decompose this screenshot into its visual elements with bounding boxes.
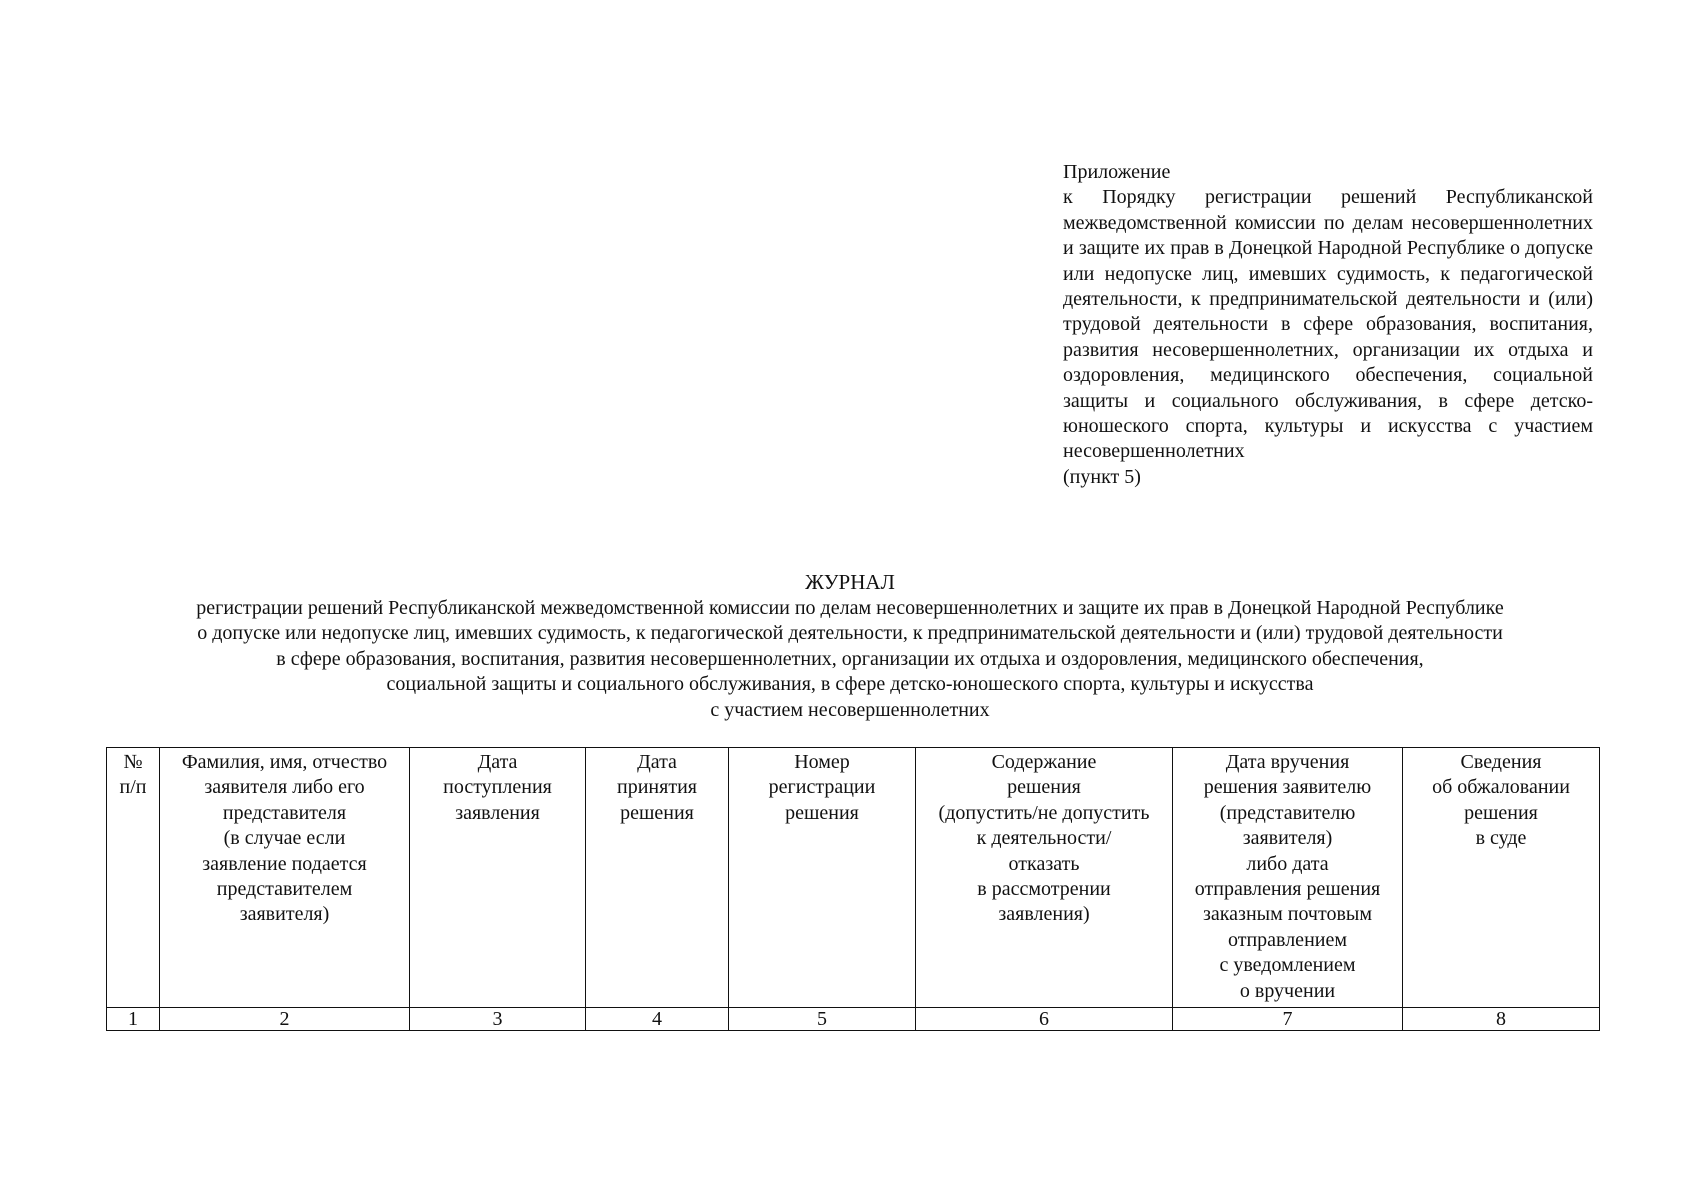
- table-header-row: [107, 748, 1600, 1008]
- journal-heading: [90, 570, 1610, 723]
- journal-subtitle-line: социальной защиты и социального обслуживания, в сфере детско-юношеского спорта, культуры и искусства: [386, 673, 1314, 695]
- journal-subtitle-line: регистрации решений Республиканской межведомственной комиссии по делам несовершеннолетних и защите их прав в Донецкой Народной Республике: [196, 596, 1504, 619]
- column-number-cell: 3: [410, 1008, 586, 1031]
- column-header-label: Сведения об обжаловании решения в суде: [1432, 751, 1570, 850]
- column-header-decision-content: [916, 748, 1173, 1008]
- annex-title: Приложение: [1063, 161, 1171, 183]
- column-header-number: [107, 748, 160, 1008]
- column-number-cell: 7: [1173, 1008, 1403, 1031]
- column-header-label: № п/п: [119, 751, 147, 799]
- annex-point: (пункт 5): [1063, 465, 1141, 488]
- column-header-delivery-date: [1173, 748, 1403, 1008]
- annex-body: к Порядку регистрации решений Республиканской межведомственной комиссии по делам несовершеннолетних и защите их прав в Донецкой Народной Республике о допуске или недопуске лиц, имевших судимость, к педагогической деятельности, к предпринимательской деятельности и (или) трудовой деятельности в сфере образования, воспитания, развития несовершеннолетних, организации их отдыха и оздоровления, медицинского обеспечения, социальной защиты и социального обслуживания, в сфере детско-юношеского спорта, культуры и искусства с участием несовершеннолетних: [1063, 186, 1593, 463]
- column-number-cell: 1: [107, 1008, 160, 1031]
- column-header-label: Номер регистрации решения: [768, 751, 876, 824]
- column-number-row: [107, 1008, 1600, 1031]
- column-header-label: Дата принятия решения: [617, 751, 697, 824]
- journal-subtitle-line: с участием несовершеннолетних: [710, 698, 990, 721]
- column-header-receipt-date: [410, 748, 586, 1008]
- column-header-applicant: [160, 748, 410, 1008]
- column-header-label: Дата вручения решения заявителю (представителю заявителя) либо дата отправления решения заказным почтовым отправлением с уведомлением о вручении: [1194, 751, 1381, 1002]
- annex-block: [1063, 160, 1593, 490]
- column-number-cell: 2: [160, 1008, 410, 1031]
- journal-subtitle-line: в сфере образования, воспитания, развития несовершеннолетних, организации их отдыха и оздоровления, медицинского обеспечения,: [276, 647, 1424, 670]
- column-header-registration-number: [729, 748, 916, 1008]
- column-header-label: Дата поступления заявления: [443, 751, 552, 824]
- journal-title: ЖУРНАЛ: [805, 570, 895, 594]
- journal-table: [106, 747, 1600, 1031]
- column-header-appeal-info: [1403, 748, 1600, 1008]
- column-number-cell: 8: [1403, 1008, 1600, 1031]
- column-number-cell: 5: [729, 1008, 916, 1031]
- journal-subtitle-line: о допуске или недопуске лиц, имевших судимость, к педагогической деятельности, к предпринимательской деятельности и (или) трудовой деятельности: [197, 622, 1503, 644]
- column-header-label: Фамилия, имя, отчество заявителя либо его представителя (в случае если заявление подается представителем заявителя): [181, 751, 388, 926]
- column-number-cell: 6: [916, 1008, 1173, 1031]
- column-header-decision-date: [586, 748, 729, 1008]
- column-header-label: Содержание решения (допустить/не допустить к деятельности/ отказать в рассмотрении заявления): [938, 751, 1150, 926]
- column-number-cell: 4: [586, 1008, 729, 1031]
